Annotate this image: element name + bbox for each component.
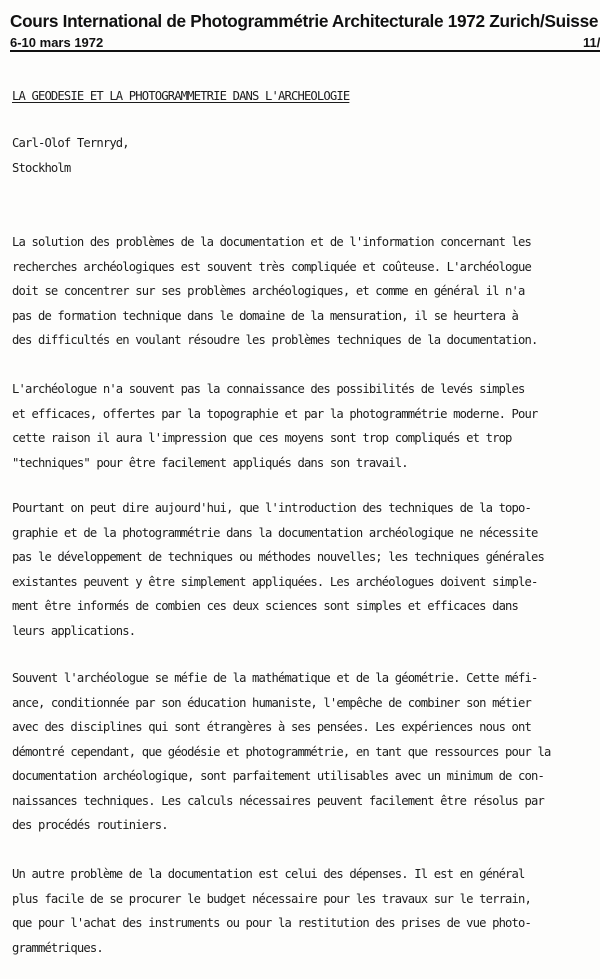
paragraph-line: Souvent l'archéologue se méfie de la mathématique et de la géométrie. Cette méfi-	[12, 671, 538, 685]
paragraph-line: et efficaces, offertes par la topographie et par la photogrammétrie moderne. Pour	[12, 406, 538, 421]
page-header	[10, 10, 600, 50]
paragraph-line: démontré cependant, que géodésie et photogrammétrie, en tant que ressources pour la	[12, 744, 551, 759]
author-block	[12, 131, 600, 180]
paragraph-line: des difficultés en voulant résoudre les problèmes techniques de la documentation.	[12, 333, 538, 347]
header-divider	[10, 50, 600, 52]
paragraph-line: Un autre problème de la documentation est celui des dépenses. Il est en général	[12, 867, 525, 881]
conference-dates: 6-10 mars 1972	[10, 35, 104, 50]
document-title-text: LA GEODESIE ET LA PHOTOGRAMMETRIE DANS L'ARCHEOLOGIE	[12, 89, 350, 103]
paragraph-line: leurs applications.	[12, 623, 136, 638]
author-name: Carl-Olof Ternryd,	[12, 136, 129, 150]
paragraph	[12, 230, 600, 353]
paragraph-line: grammétriques.	[12, 940, 103, 955]
paragraph-line: ance, conditionnée par son éducation humaniste, l'empêche de combiner son métier	[12, 695, 532, 710]
paragraph-line: ment être informés de combien ces deux sciences sont simples et efficaces dans	[12, 599, 519, 613]
paragraph-line: avec des disciplines qui sont étrangères à ses pensées. Les expériences nous ont	[12, 720, 532, 734]
page-number: 11/	[583, 35, 600, 50]
paragraph-line: que pour l'achat des instruments ou pour la restitution des prises de vue photo-	[12, 916, 532, 930]
document-title	[12, 84, 600, 109]
paragraph-line: des procédés routiniers.	[12, 818, 168, 832]
paragraph	[12, 496, 600, 643]
paragraph-line: existantes peuvent y être simplement appliquées. Les archéologues doivent simple-	[12, 574, 538, 589]
paragraph-line: documentation archéologique, sont parfaitement utilisables avec un minimum de con-	[12, 769, 544, 783]
paragraph-line: recherches archéologiques est souvent très compliquée et coûteuse. L'archéologue	[12, 259, 532, 274]
paragraph-line: cette raison il aura l'impression que ces moyens sont trop compliqués et trop	[12, 431, 512, 445]
paragraph-line: L'archéologue n'a souvent pas la connaissance des possibilités de levés simples	[12, 382, 525, 396]
paragraph-line: Pourtant on peut dire aujourd'hui, que l'introduction des techniques de la topo-	[12, 501, 532, 515]
paragraph-line: doit se concentrer sur ses problèmes archéologiques, et comme en général il n'a	[12, 284, 525, 298]
paragraph-line: pas le développement de techniques ou méthodes nouvelles; les techniques générales	[12, 550, 544, 564]
conference-title: Cours International de Photogrammétrie Architecturale 1972 Zurich/Suisse	[10, 11, 599, 31]
paragraph-line: plus facile de se procurer le budget nécessaire pour les travaux sur le terrain,	[12, 891, 532, 906]
paragraph-line: pas de formation technique dans le domaine de la mensuration, il se heurtera à	[12, 308, 519, 323]
paragraph-line: La solution des problèmes de la documentation et de l'information concernant les	[12, 235, 532, 249]
paragraph	[12, 666, 600, 838]
author-city: Stockholm	[12, 160, 71, 175]
paragraph-line: "techniques" pour être facilement appliqués dans son travail.	[12, 455, 408, 470]
paragraph	[12, 862, 600, 960]
paragraph	[12, 377, 600, 475]
paragraph-line: graphie et de la photogrammétrie dans la documentation archéologique ne nécessite	[12, 525, 538, 540]
paragraph-line: naissances techniques. Les calculs nécessaires peuvent facilement être résolus par	[12, 793, 544, 808]
